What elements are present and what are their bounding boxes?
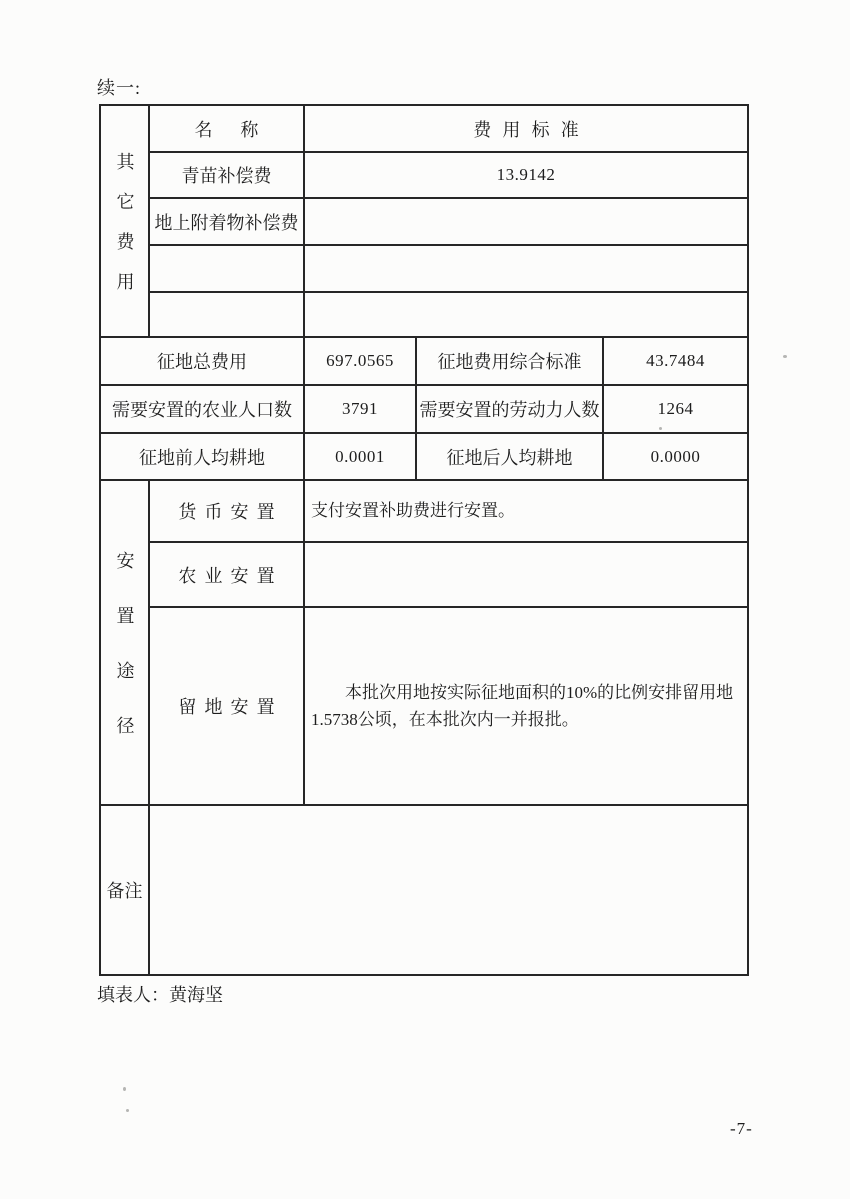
fee-value-cell xyxy=(305,246,747,291)
resettlement-name-cell: 留地安置 xyxy=(150,608,305,804)
fee-name-cell xyxy=(150,293,305,336)
summary-row xyxy=(101,386,747,434)
summary-value-cell: 0.0001 xyxy=(305,434,417,479)
fee-name-cell: 地上附着物补偿费 xyxy=(150,199,305,244)
resettlement-content-cell xyxy=(305,543,747,606)
resettlement-section-label-cell xyxy=(101,481,150,804)
other-fees-section-label-cell xyxy=(101,106,150,336)
scan-speck xyxy=(659,427,662,430)
resettlement-row xyxy=(150,543,747,608)
scan-speck xyxy=(123,1087,126,1091)
other-fees-section xyxy=(101,106,747,338)
remarks-label-cell xyxy=(101,806,150,974)
summary-row xyxy=(101,338,747,386)
summary-value-cell: 697.0565 xyxy=(305,338,417,384)
fee-row xyxy=(150,199,747,246)
resettlement-section-label: 安置途径 xyxy=(114,551,135,771)
resettlement-section xyxy=(101,481,747,806)
fee-value-cell xyxy=(305,293,747,336)
resettlement-name-cell: 农业安置 xyxy=(150,543,305,606)
resettlement-content-cell xyxy=(305,608,747,804)
fee-standard-header-cell: 费用标准 xyxy=(473,119,590,140)
form-filler-name: 黄海坚 xyxy=(169,985,223,1005)
summary-value-cell: 3791 xyxy=(305,386,417,432)
summary-label-cell: 需要安置的农业人口数 xyxy=(101,386,305,432)
summary-value-cell: 43.7484 xyxy=(646,351,705,370)
other-fees-section-label: 其它费用 xyxy=(114,152,135,312)
scan-speck xyxy=(783,355,787,358)
summary-row xyxy=(101,434,747,479)
page-number: -7- xyxy=(730,1119,753,1138)
summary-label-cell: 征地总费用 xyxy=(101,338,305,384)
form-filler-label: 填表人： xyxy=(97,985,169,1005)
remarks-label: 备注 xyxy=(106,881,143,901)
summary-label-cell: 征地后人均耕地 xyxy=(417,434,604,479)
resettlement-row xyxy=(150,608,747,804)
summary-label-cell: 征地费用综合标准 xyxy=(417,338,604,384)
form-filler-line xyxy=(97,981,223,1007)
summary-value-cell: 1264 xyxy=(657,399,694,418)
fee-value-cell: 13.9142 xyxy=(496,165,556,184)
resettlement-row xyxy=(150,481,747,543)
fee-name-header-cell: 名称 xyxy=(150,106,305,151)
summary-value-cell: 0.0000 xyxy=(650,446,701,466)
remarks-content-cell xyxy=(150,806,747,974)
fee-name-cell xyxy=(150,246,305,291)
summary-section xyxy=(101,338,747,481)
resettlement-content-cell: 支付安置补助费进行安置。 xyxy=(311,501,515,521)
other-fees-header-row xyxy=(150,106,747,153)
fee-row xyxy=(150,153,747,199)
resettlement-name-cell: 货币安置 xyxy=(150,481,305,541)
land-retention-text: 本批次用地按实际征地面积的10%的比例安排留用地1.5738公顷，在本批次内一并报批。 xyxy=(311,682,734,729)
remarks-section xyxy=(101,806,747,974)
fee-row xyxy=(150,293,747,336)
scan-speck xyxy=(126,1109,129,1112)
fee-row xyxy=(150,246,747,293)
fee-name-cell: 青苗补偿费 xyxy=(150,153,305,197)
summary-label-cell: 需要安置的劳动力人数 xyxy=(417,386,604,432)
summary-label-cell: 征地前人均耕地 xyxy=(101,434,305,479)
land-acquisition-table xyxy=(99,104,749,976)
fee-value-cell xyxy=(305,199,747,244)
continuation-label: 续一: xyxy=(97,78,142,98)
